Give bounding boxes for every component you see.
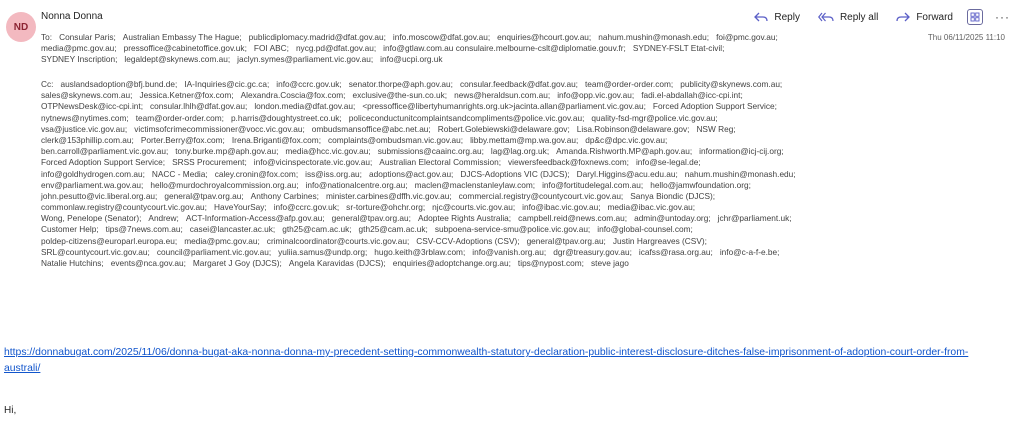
recipient[interactable]: info@vicinspectorate.vic.gov.au; xyxy=(253,157,373,168)
recipient[interactable]: env@parliament.wa.gov.au; xyxy=(41,179,144,190)
recipient[interactable]: Amanda.Rishworth.MP@aph.gov.au; xyxy=(556,146,693,157)
recipient[interactable]: yuliia.samus@undp.org; xyxy=(278,246,368,257)
cc-line xyxy=(41,258,903,269)
recipient[interactable]: nahum.mushin@monash.edu; xyxy=(684,168,796,179)
recipient[interactable]: consular.lhlh@dfat.gov.au; xyxy=(150,101,248,112)
recipient[interactable]: p.harris@doughtystreet.co.uk; xyxy=(230,112,342,123)
recipient[interactable]: ombudsmansoffice@abc.net.au; xyxy=(311,123,431,134)
cc-line xyxy=(41,135,903,146)
recipient[interactable]: jchr@parliament.uk; xyxy=(717,213,792,224)
recipient[interactable]: steve jago xyxy=(591,258,629,268)
recipient[interactable]: caley.cronin@fox.com; xyxy=(214,168,299,179)
recipient[interactable]: info@nationalcentre.org.au; xyxy=(305,179,408,190)
recipient[interactable]: Porter.Berry@fox.com; xyxy=(140,134,225,145)
recipient[interactable]: info@goldhydrogen.com.au; xyxy=(41,168,145,179)
recipient[interactable]: Alexandra.Coscia@fox.com; xyxy=(240,90,346,101)
recipient[interactable]: gth25@cam.ac.uk; xyxy=(282,224,352,235)
recipient[interactable]: information@icj-cij.org; xyxy=(699,146,784,157)
recipient[interactable]: team@order-order.com; xyxy=(135,112,224,123)
sender-avatar[interactable]: ND xyxy=(6,12,36,42)
sent-date: Thu 06/11/2025 11:10 xyxy=(927,33,1005,42)
recipient[interactable]: media@ibac.vic.gov.au; xyxy=(607,202,696,213)
recipient[interactable]: quality-fsd-mgr@police.vic.gov.au; xyxy=(591,112,718,123)
grid-view-icon xyxy=(970,12,980,22)
recipient[interactable]: nycg.pd@dfat.gov.au; xyxy=(295,43,377,54)
to-line xyxy=(41,43,903,54)
recipient[interactable]: hello@murdochroyalcommission.org.au; xyxy=(150,179,299,190)
recipient[interactable]: complaints@ombudsman.vic.gov.au; xyxy=(328,134,464,145)
recipient[interactable]: Wong, Penelope (Senator); xyxy=(41,213,142,224)
sender-name[interactable]: Nonna Donna xyxy=(41,11,103,22)
recipient[interactable]: minister.carbines@dffh.vic.gov.au; xyxy=(325,190,452,201)
recipient[interactable]: jaclyn.symes@parliament.vic.gov.au; xyxy=(237,54,374,65)
recipient[interactable]: Consular Paris; xyxy=(59,32,116,42)
recipient[interactable]: submissions@caainc.org.au; xyxy=(377,146,484,157)
recipient[interactable]: Justin Hargreaves (CSV); xyxy=(612,235,707,246)
recipient[interactable]: publicdiplomacy.madrid@dfat.gov.au; xyxy=(248,32,386,42)
recipient[interactable]: IA-Inquiries@cic.gc.ca; xyxy=(184,79,270,89)
recipient[interactable]: admin@untoday.org; xyxy=(634,213,711,224)
recipient[interactable]: tips@nypost.com; xyxy=(517,258,584,268)
recipient[interactable]: info@ccrc.gov.uk; xyxy=(276,79,342,89)
recipient[interactable]: media@pmc.gov.au; xyxy=(184,235,260,246)
recipient[interactable]: policeconductunitcomplaintsandcompliments@police.vic.gov.au; xyxy=(348,112,585,123)
recipient[interactable]: Customer Help; xyxy=(41,224,99,235)
recipient[interactable]: nytnews@nytimes.com; xyxy=(41,112,129,123)
recipient[interactable]: council@parliament.vic.gov.au; xyxy=(156,246,272,257)
to-label: To: xyxy=(41,32,53,42)
recipient[interactable]: general@tpav.org.au; xyxy=(164,190,244,201)
recipient[interactable]: Australian Electoral Commission; xyxy=(379,157,502,168)
recipient[interactable]: Adoptee Rights Australia; xyxy=(417,213,512,224)
recipient[interactable]: info@se-legal.de; xyxy=(635,157,701,168)
recipient[interactable]: info@ccrc.gov.uk; xyxy=(273,202,340,213)
recipient[interactable]: london.media@dfat.gov.au; xyxy=(254,101,356,112)
forward-label: Forward xyxy=(916,11,953,23)
to-recipients xyxy=(41,32,903,66)
recipient[interactable]: enquiries@hcourt.gov.au; xyxy=(497,32,592,42)
recipient[interactable]: viewersfeedback@foxnews.com; xyxy=(508,157,629,168)
recipient[interactable]: team@order-order.com; xyxy=(585,79,674,89)
recipient[interactable]: info.moscow@dfat.gov.au; xyxy=(392,32,491,42)
to-line xyxy=(41,54,903,65)
recipient[interactable]: nahum.mushin@monash.edu; xyxy=(598,32,710,42)
recipient[interactable]: general@tpav.org.au; xyxy=(331,213,411,224)
recipient[interactable]: OTPNewsDesk@icc-cpi.int; xyxy=(41,101,144,112)
recipient[interactable]: dgr@treasury.gov.au; xyxy=(553,246,632,257)
recipient[interactable]: enquiries@adoptchange.org.au; xyxy=(392,258,511,268)
recipient[interactable]: SYDNEY-FSLT Etat-civil; xyxy=(632,43,725,54)
recipient[interactable]: poldep-citizens@europarl.europa.eu; xyxy=(41,235,178,246)
recipient[interactable]: subpoena-service-smu@police.vic.gov.au; xyxy=(434,224,591,235)
cc-line xyxy=(41,213,903,224)
recipient[interactable]: info@global-counsel.com; xyxy=(597,224,693,235)
reply-arrow-icon xyxy=(754,12,768,22)
recipient[interactable]: libby.mettam@mp.wa.gov.au; xyxy=(470,134,579,145)
recipient[interactable]: auslandsadoption@bfj.bund.de; xyxy=(60,79,178,89)
cc-line xyxy=(41,101,903,112)
recipient[interactable]: CSV-CCV-Adoptions (CSV); xyxy=(416,235,520,246)
recipient[interactable]: ben.carroll@parliament.vic.gov.au; xyxy=(41,146,169,157)
recipient[interactable]: casei@lancaster.ac.uk; xyxy=(189,224,276,235)
body-link[interactable]: https://donnabugat.com/2025/11/06/donna-bugat-aka-nonna-donna-my-precedent-setting-commonwealth-statutory-declaration-public-interest-disclosure-ditches-false-imprisonment-of-adoption-court-order-from-australi/ xyxy=(4,347,969,374)
recipient[interactable]: pressoffice@cabinetoffice.gov.uk; xyxy=(123,43,247,54)
recipient[interactable]: senator.thorpe@aph.gov.au; xyxy=(348,79,453,89)
recipient[interactable]: info@ucpi.org.uk xyxy=(380,54,443,65)
recipient[interactable]: tony.burke.mp@aph.gov.au; xyxy=(175,146,279,157)
recipient[interactable]: NACC - Media; xyxy=(151,168,208,179)
recipient[interactable]: DJCS-Adoptions VIC (DJCS); xyxy=(460,168,570,179)
recipient[interactable]: gth25@cam.ac.uk; xyxy=(358,224,428,235)
recipient[interactable]: Lisa.Robinson@delaware.gov; xyxy=(576,123,690,134)
more-dots-icon[interactable]: ··· xyxy=(995,10,1010,24)
recipient[interactable]: info@opp.vic.gov.au; xyxy=(557,90,635,101)
reply-all-button[interactable] xyxy=(818,12,878,23)
reply-button[interactable] xyxy=(754,12,800,23)
recipient[interactable]: Daryl.Higgins@acu.edu.au; xyxy=(576,168,678,179)
recipient[interactable]: info@gtlaw.com.au consulaire.melbourne-cslt@diplomatie.gouv.fr; xyxy=(383,43,626,54)
recipient[interactable]: Anthony Carbines; xyxy=(250,190,319,201)
recipient[interactable]: campbell.reid@news.com.au; xyxy=(518,213,628,224)
recipient[interactable]: Australian Embassy The Hague; xyxy=(122,32,242,42)
recipient[interactable]: info@ibac.vic.gov.au; xyxy=(522,202,601,213)
recipient[interactable]: media@hcc.vic.gov.au; xyxy=(285,146,371,157)
cc-line xyxy=(41,236,903,247)
recipient[interactable]: HaveYourSay; xyxy=(213,202,267,213)
cc-line xyxy=(41,157,903,168)
recipient[interactable]: SRL@countycourt.vic.gov.au; xyxy=(41,246,150,257)
to-line xyxy=(41,32,903,43)
recipient[interactable]: maclen@maclenstanleylaw.com; xyxy=(414,179,536,190)
cc-line xyxy=(41,224,903,235)
recipient[interactable]: info@c-a-f-e.be; xyxy=(719,246,780,257)
cc-line xyxy=(41,247,903,258)
recipient[interactable]: clerk@153phillip.com.au; xyxy=(41,134,134,145)
cc-recipients xyxy=(41,79,903,269)
recipient[interactable]: foi@pmc.gov.au; xyxy=(716,32,778,42)
recipient[interactable]: fadi.el-abdallah@icc-cpi.int; xyxy=(641,90,743,101)
view-toggle-button[interactable] xyxy=(967,9,983,25)
recipient[interactable]: Andrew; xyxy=(148,213,179,224)
recipient[interactable]: commonlaw.registry@countycourt.vic.gov.au; xyxy=(41,202,207,213)
recipient[interactable]: victimsofcrimecommissioner@vocc.vic.gov.au; xyxy=(134,123,305,134)
recipient[interactable]: ACT-Information-Access@afp.gov.au; xyxy=(185,213,325,224)
reply-all-label: Reply all xyxy=(839,11,879,23)
recipient[interactable]: exclusive@the-sun.co.uk; xyxy=(352,90,448,101)
forward-button[interactable] xyxy=(896,12,953,23)
recipient[interactable]: SRSS Procurement; xyxy=(172,157,247,168)
cc-line xyxy=(41,113,903,124)
recipient[interactable]: consular.feedback@dfat.gov.au; xyxy=(459,79,578,89)
recipient[interactable]: Angela Karavidas (DJCS); xyxy=(288,258,386,268)
recipient[interactable]: publicity@skynews.com.au; xyxy=(680,79,783,89)
recipient[interactable]: iss@iss.org.au; xyxy=(305,168,362,179)
recipient[interactable]: hello@jamwfoundation.org; xyxy=(650,179,751,190)
recipient[interactable]: Forced Adoption Support Service; xyxy=(652,101,777,112)
cc-line xyxy=(41,202,903,213)
recipient[interactable]: sales@skynews.com.au; xyxy=(41,90,133,101)
cc-line xyxy=(41,169,903,180)
reply-all-arrow-icon xyxy=(818,12,834,22)
recipient[interactable]: Margaret J Goy (DJCS); xyxy=(192,258,282,268)
recipient[interactable]: media@pmc.gov.au; xyxy=(41,43,117,54)
recipient[interactable]: john.pesutto@vic.liberal.org.au; xyxy=(41,190,158,201)
recipient[interactable]: info@vanish.org.au; xyxy=(472,246,547,257)
recipient[interactable]: dp&c@dpc.vic.gov.au; xyxy=(585,134,668,145)
recipient[interactable]: njc@courts.vic.gov.au; xyxy=(432,202,516,213)
cc-line xyxy=(41,146,903,157)
cc-line xyxy=(41,79,903,90)
recipient[interactable]: Natalie Hutchins; xyxy=(41,258,104,268)
recipient[interactable]: legaldept@skynews.com.au; xyxy=(124,54,231,65)
cc-label: Cc: xyxy=(41,79,54,89)
reply-label: Reply xyxy=(774,11,800,23)
cc-line xyxy=(41,191,903,202)
recipient[interactable]: events@nca.gov.au; xyxy=(110,258,186,268)
recipient[interactable]: adoptions@act.gov.au; xyxy=(368,168,454,179)
recipient[interactable]: Jessica.Ketner@fox.com; xyxy=(139,90,234,101)
recipient[interactable]: news@heraldsun.com.au; xyxy=(454,90,551,101)
forward-arrow-icon xyxy=(896,12,910,22)
recipient[interactable]: SYDNEY Inscription; xyxy=(41,54,118,65)
recipient[interactable]: tips@7news.com.au; xyxy=(105,224,183,235)
recipient[interactable]: lag@lag.org.uk; xyxy=(490,146,550,157)
recipient[interactable]: info@fortitudelegal.com.au; xyxy=(542,179,644,190)
recipient[interactable]: NSW Reg; xyxy=(696,123,736,134)
recipient[interactable]: commercial.registry@countycourt.vic.gov.au; xyxy=(458,190,624,201)
recipient[interactable]: criminalcoordinator@courts.vic.gov.au; xyxy=(266,235,410,246)
message-actions xyxy=(736,9,1010,25)
recipient[interactable]: <pressoffice@libertyhumanrights.org.uk>jacinta.allan@parliament.vic.gov.au; xyxy=(362,101,646,112)
cc-line xyxy=(41,180,903,191)
recipient[interactable]: vsa@justice.vic.gov.au; xyxy=(41,123,128,134)
recipient[interactable]: Forced Adoption Support Service; xyxy=(41,157,166,168)
body-greeting: Hi, xyxy=(4,405,17,416)
cc-line xyxy=(41,90,903,101)
cc-line xyxy=(41,124,903,135)
recipient[interactable]: hugo.keith@3rblaw.com; xyxy=(374,246,466,257)
recipient[interactable]: Robert.Golebiewski@delaware.gov; xyxy=(437,123,570,134)
recipient[interactable]: general@tpav.org.au; xyxy=(526,235,606,246)
recipient[interactable]: FOI ABC; xyxy=(253,43,289,54)
recipient[interactable]: icafss@rasa.org.au; xyxy=(638,246,713,257)
recipient[interactable]: Irena.Briganti@fox.com; xyxy=(231,134,321,145)
recipient[interactable]: sr-torture@ohchr.org; xyxy=(346,202,426,213)
recipient[interactable]: Sanya Biondic (DJCS); xyxy=(630,190,716,201)
